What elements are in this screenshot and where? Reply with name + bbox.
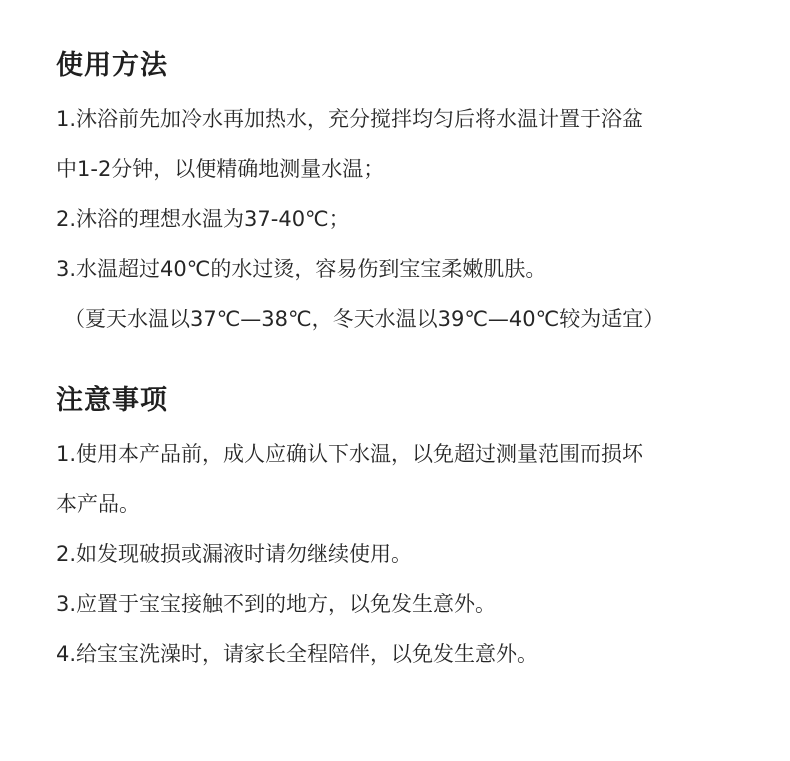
notes-section	[56, 381, 770, 679]
notes-line-1: 1.使用本产品前，成人应确认下水温，以免超过测量范围而损坏	[56, 442, 644, 466]
usage-heading: 使用方法	[56, 50, 168, 81]
notes-line-4: 3.应置于宝宝接触不到的地方，以免发生意外。	[56, 592, 497, 616]
usage-line-5: （夏天水温以37℃—38℃，冬天水温以39℃—40℃较为适宜）	[64, 307, 665, 331]
spacer	[56, 86, 770, 94]
spacer	[56, 421, 770, 429]
notes-line-2: 本产品。	[56, 492, 140, 516]
usage-section	[56, 46, 770, 344]
usage-line-1: 1.沐浴前先加冷水再加热水，充分搅拌均匀后将水温计置于浴盆	[56, 107, 644, 131]
usage-line-2: 中1-2分钟，以便精确地测量水温；	[56, 157, 385, 181]
notes-line-3: 2.如发现破损或漏液时请勿继续使用。	[56, 542, 413, 566]
usage-line-3: 2.沐浴的理想水温为37-40℃；	[56, 207, 350, 231]
notes-heading: 注意事项	[56, 385, 168, 416]
notes-line-5: 4.给宝宝洗澡时，请家长全程陪伴，以免发生意外。	[56, 642, 539, 666]
usage-line-4: 3.水温超过40℃的水过烫，容易伤到宝宝柔嫩肌肤。	[56, 257, 547, 281]
